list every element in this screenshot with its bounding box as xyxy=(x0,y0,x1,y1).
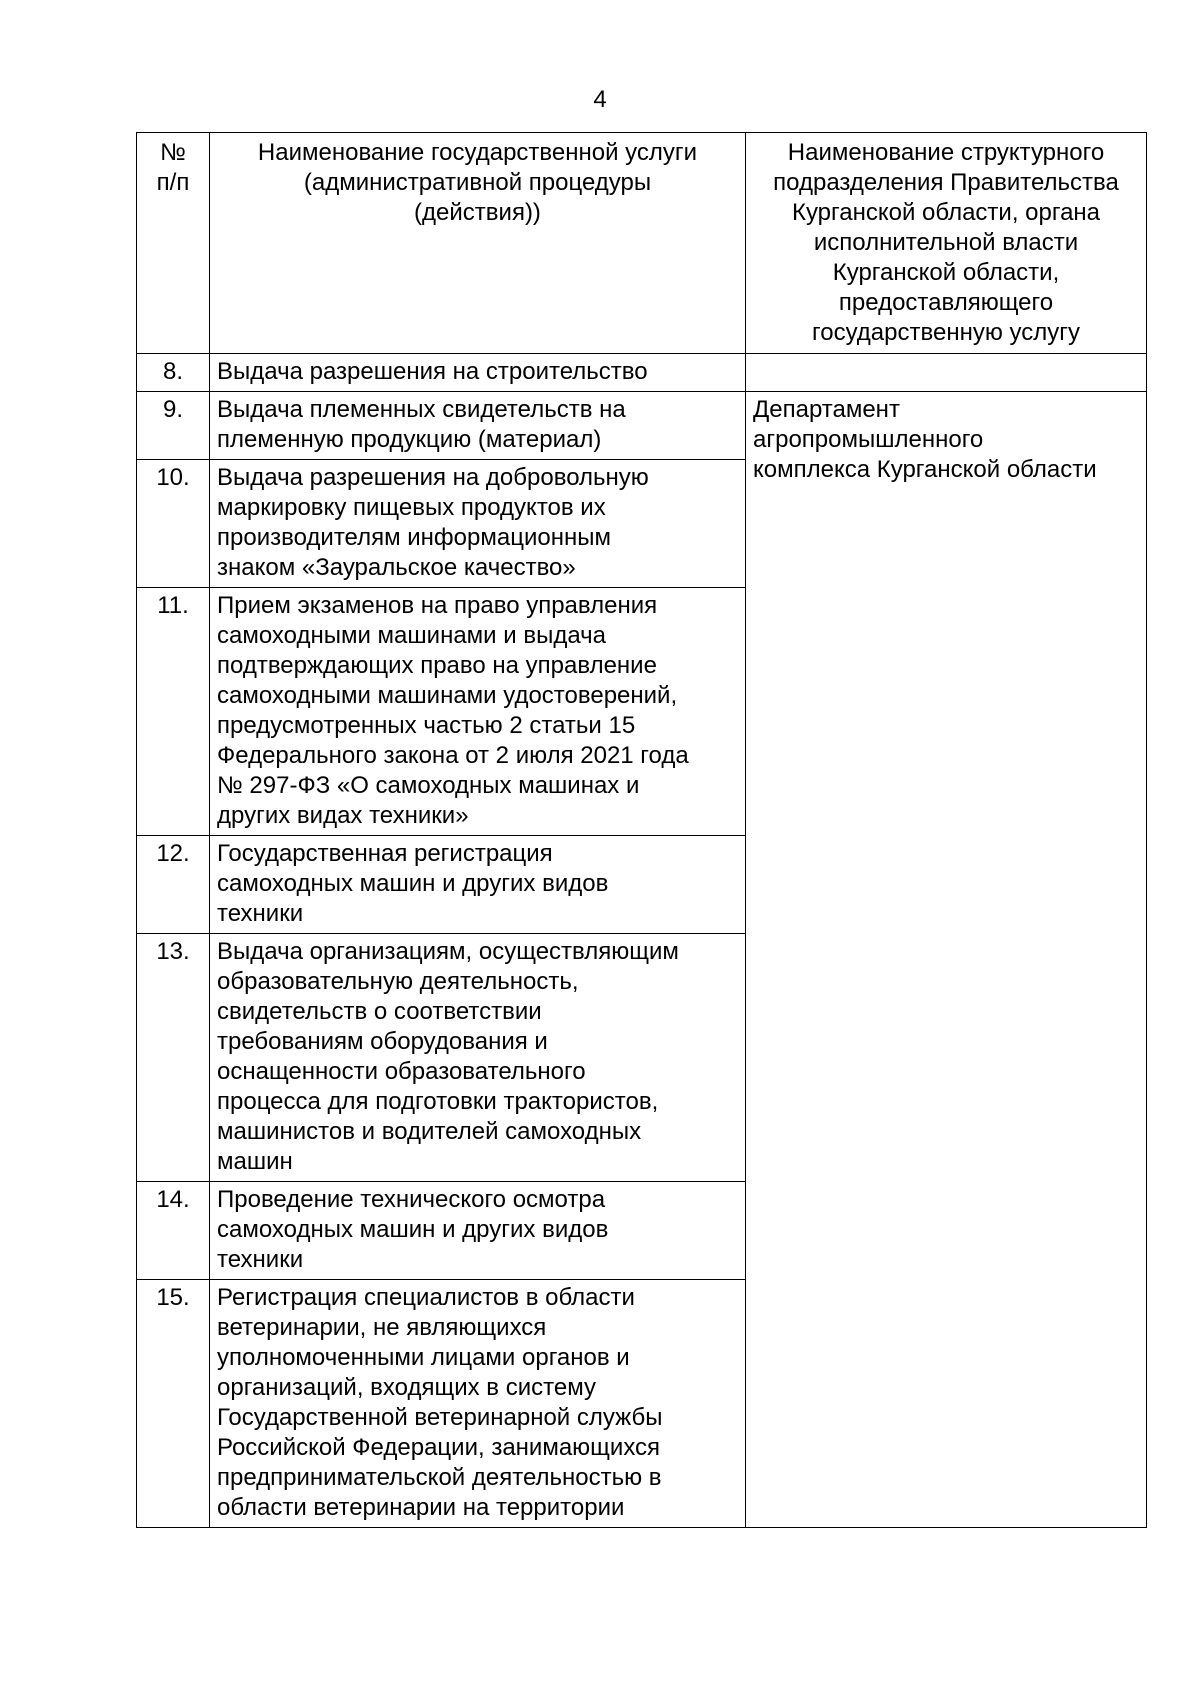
row-service: Проведение технического осмотра самоходных машин и других видов техники xyxy=(210,1182,746,1280)
row-service: Выдача организациям, осуществляющим образовательную деятельность, свидетельств о соответствии требованиям оборудования и оснащенности образовательного процесса для подготовки трактористов, машинистов и водителей самоходных машин xyxy=(210,934,746,1182)
row-number: 15. xyxy=(137,1280,210,1528)
table-row xyxy=(137,354,1147,392)
header-number xyxy=(137,133,210,354)
row-service: Выдача разрешения на строительство xyxy=(210,354,746,392)
row-service: Выдача племенных свидетельств на племенную продукцию (материал) xyxy=(210,392,746,460)
table-row xyxy=(137,392,1147,460)
row-service: Государственная регистрация самоходных машин и других видов техники xyxy=(210,836,746,934)
row-department xyxy=(746,354,1147,392)
page-number: 4 xyxy=(593,86,607,113)
row-service: Прием экзаменов на право управления самоходными машинами и выдача подтверждающих право на управление самоходными машинами удостоверений, предусмотренных частью 2 статьи 15 Федерального закона от 2 июля 2021 года № 297-ФЗ «О самоходных машинах и других видах техники» xyxy=(210,588,746,836)
row-service: Регистрация специалистов в области ветеринарии, не являющихся уполномоченными лицами органов и организаций, входящих в систему Государственной ветеринарной службы Российской Федерации, занимающихся предпринимательской деятельностью в области ветеринарии на территории xyxy=(210,1280,746,1528)
row-number: 13. xyxy=(137,934,210,1182)
header-service-name xyxy=(210,133,746,354)
header-department xyxy=(746,133,1147,354)
header-number-text: № п/п xyxy=(156,139,190,196)
services-table xyxy=(136,132,1147,1528)
header-department-text: Наименование структурного подразделения Правительства Курганской области, органа исполнительной власти Курганской области, предоставляющего государственную услугу xyxy=(773,139,1119,346)
row-service: Выдача разрешения на добровольную маркировку пищевых продуктов их производителям информационным знаком «Зауральское качество» xyxy=(210,460,746,588)
merged-department-text: Департамент агропромышленного комплекса Курганской области xyxy=(753,396,1097,483)
row-number: 14. xyxy=(137,1182,210,1280)
row-number: 10. xyxy=(137,460,210,588)
header-service-name-text: Наименование государственной услуги (административной процедуры (действия)) xyxy=(257,139,698,226)
row-number: 11. xyxy=(137,588,210,836)
row-number: 8. xyxy=(137,354,210,392)
merged-department-cell xyxy=(746,392,1147,1528)
row-number: 12. xyxy=(137,836,210,934)
table-header-row xyxy=(137,133,1147,354)
row-number: 9. xyxy=(137,392,210,460)
